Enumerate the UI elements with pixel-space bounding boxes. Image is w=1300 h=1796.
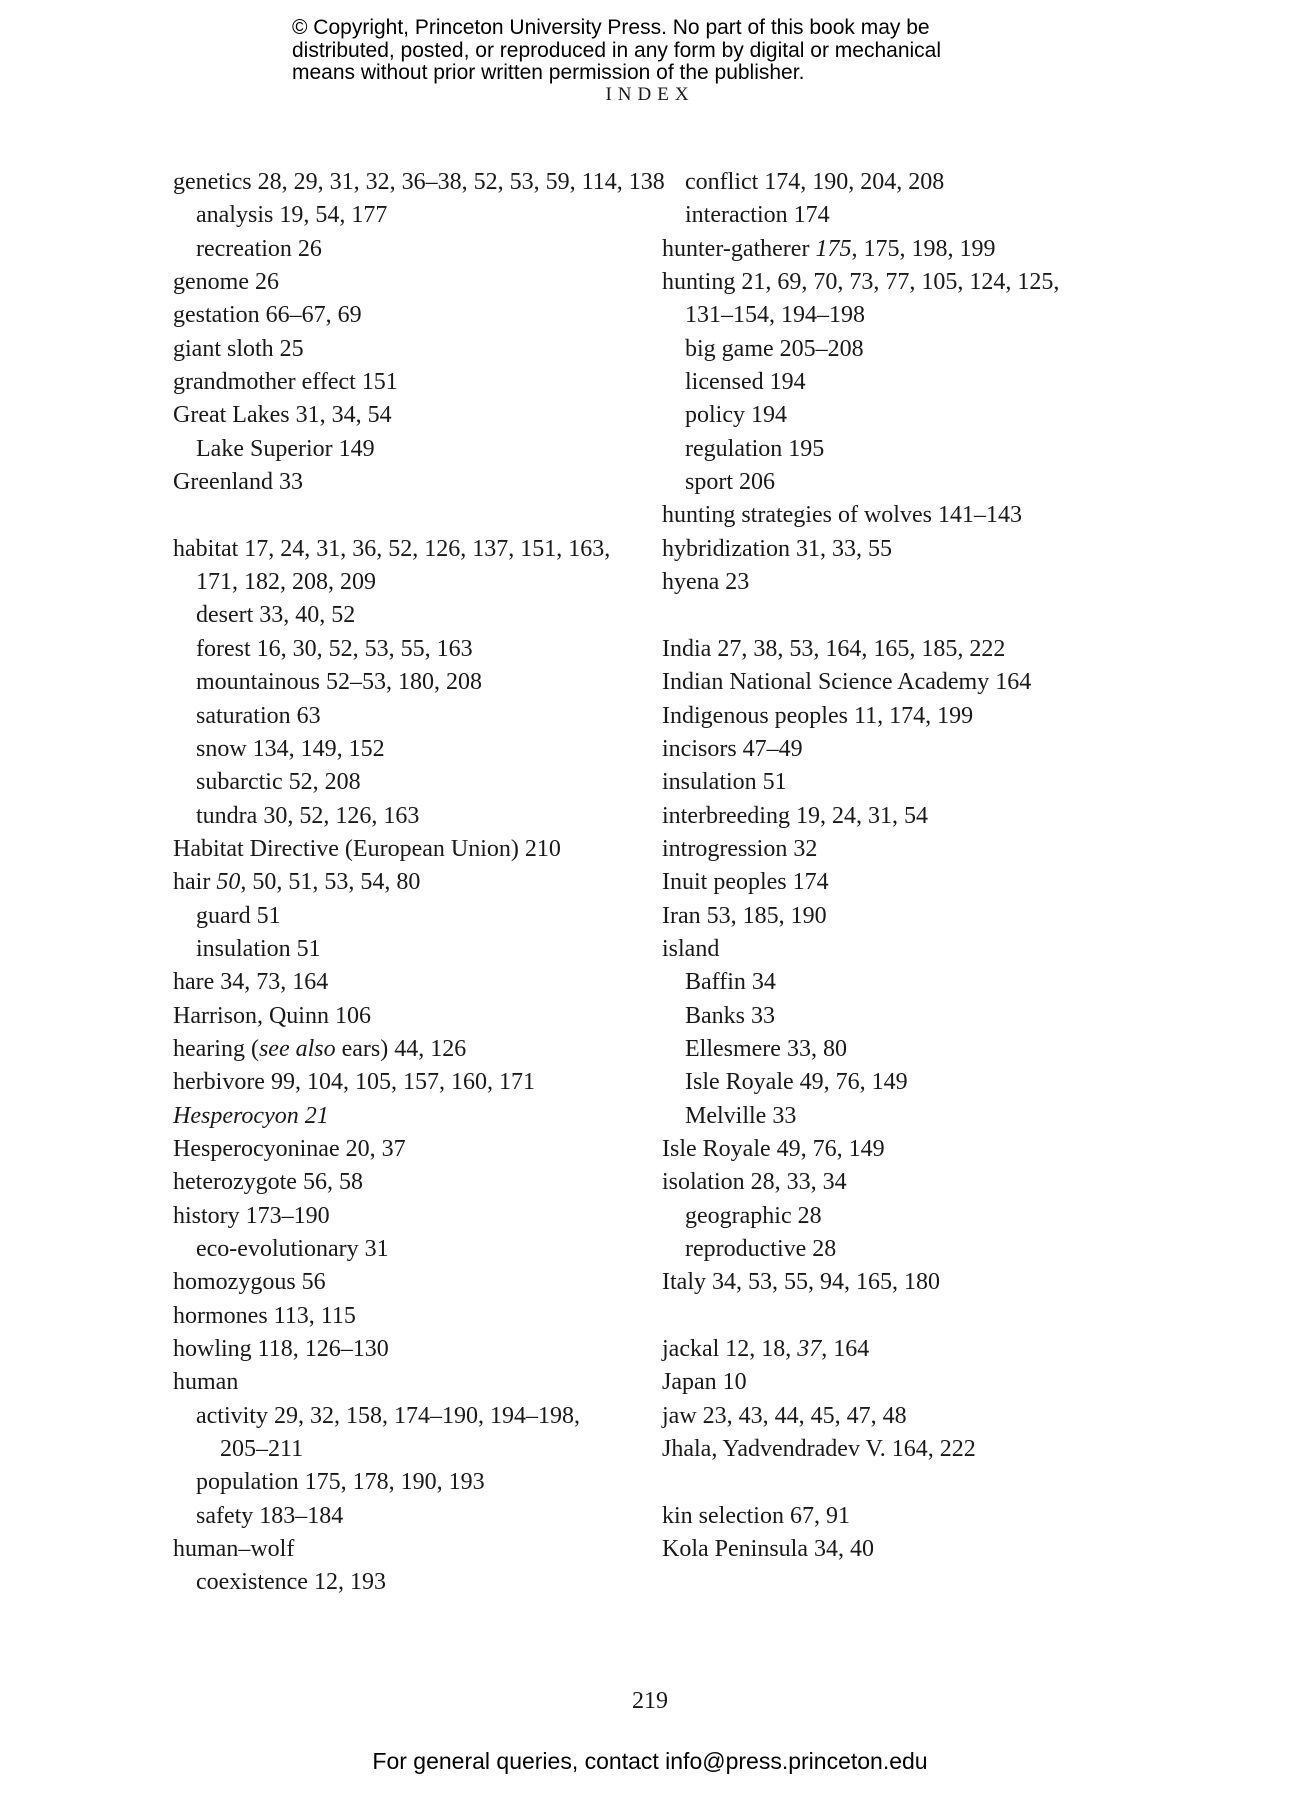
index-entry-text-segment: hair [173, 869, 217, 896]
index-entry-line [173, 1200, 665, 1233]
index-entry-line [173, 1466, 665, 1499]
index-entry-line [662, 700, 1059, 733]
index-entry-line [173, 833, 665, 866]
copyright-line-2: distributed, posted, or reproduced in any form by digital or mechanical [292, 38, 942, 62]
blank-line [662, 1300, 1059, 1333]
index-entry-line [173, 1433, 665, 1466]
index-entry-line [662, 666, 1059, 699]
index-entry-line [173, 900, 665, 933]
index-entry-text-segment: Inuit peoples 174 [662, 869, 829, 896]
index-entry-text-segment: Greenland 33 [173, 469, 303, 496]
index-entry-line [662, 800, 1059, 833]
index-entry-line [173, 1000, 665, 1033]
contact-line: For general queries, contact info@press.princeton.edu [372, 1748, 928, 1774]
index-entry-text-segment: safety 183–184 [196, 1502, 344, 1529]
index-entry-line [173, 1033, 665, 1066]
index-entry-text-segment: desert 33, 40, 52 [196, 602, 356, 629]
index-entry-text-segment: introgression 32 [662, 835, 818, 862]
index-entry-text-segment: insulation 51 [196, 935, 321, 962]
index-entry-line [662, 1100, 1059, 1133]
index-right-column [662, 166, 1059, 1566]
index-entry-line [173, 1500, 665, 1533]
index-entry-text-segment: Lake Superior 149 [196, 435, 375, 462]
index-entry-text-segment: genome 26 [173, 269, 279, 296]
index-entry-line [662, 1200, 1059, 1233]
index-entry-line [662, 866, 1059, 899]
index-entry-text-segment: history 173–190 [173, 1202, 330, 1229]
index-entry-text-segment: Baffin 34 [685, 969, 776, 996]
index-entry-line [662, 499, 1059, 532]
index-entry-text-segment: 205–211 [220, 1436, 304, 1463]
index-entry-text-segment: heterozygote 56, 58 [173, 1169, 363, 1196]
index-entry-italic-segment: Hesperocyon 21 [173, 1102, 329, 1129]
index-entry-line [173, 1166, 665, 1199]
index-entry-text-segment: homozygous 56 [173, 1269, 326, 1296]
index-entry-text-segment: Jhala, Yadvendradev V. 164, 222 [662, 1436, 976, 1463]
index-entry-text-segment: ears) 44, 126 [335, 1035, 467, 1062]
index-entry-text-segment: Ellesmere 33, 80 [685, 1035, 847, 1062]
index-entry-line [662, 166, 1059, 199]
index-entry-line [173, 233, 665, 266]
index-entry-line [173, 1300, 665, 1333]
blank-line [662, 599, 1059, 632]
index-entry-text-segment: , 50, 51, 53, 54, 80 [240, 869, 421, 896]
index-entry-text-segment: licensed 194 [685, 369, 806, 396]
index-entry-text-segment: mountainous 52–53, 180, 208 [196, 669, 482, 696]
index-entry-line [662, 633, 1059, 666]
index-entry-text-segment: Habitat Directive (European Union) 210 [173, 835, 561, 862]
index-entry-line [662, 1066, 1059, 1099]
index-entry-line [662, 1233, 1059, 1266]
index-entry-text-segment: herbivore 99, 104, 105, 157, 160, 171 [173, 1069, 535, 1096]
index-entry-line [662, 433, 1059, 466]
index-entry-text-segment: coexistence 12, 193 [196, 1569, 386, 1596]
index-entry-line [173, 800, 665, 833]
index-entry-text-segment: big game 205–208 [685, 335, 864, 362]
blank-line [173, 499, 665, 532]
index-entry-line [662, 233, 1059, 266]
index-entry-text-segment: human–wolf [173, 1536, 295, 1563]
index-entry-text-segment: incisors 47–49 [662, 735, 803, 762]
index-entry-italic-segment: 175 [815, 235, 852, 262]
index-entry-line [173, 399, 665, 432]
index-entry-text-segment: Isle Royale 49, 76, 149 [685, 1069, 908, 1096]
index-entry-line [662, 533, 1059, 566]
index-entry-text-segment: guard 51 [196, 902, 281, 929]
index-entry-line [173, 1400, 665, 1433]
index-entry-line [662, 1500, 1059, 1533]
index-entry-text-segment: snow 134, 149, 152 [196, 735, 385, 762]
index-entry-italic-segment: 50 [216, 869, 241, 896]
index-entry-text-segment: howling 118, 126–130 [173, 1336, 389, 1363]
index-entry-line [173, 433, 665, 466]
index-entry-text-segment: tundra 30, 52, 126, 163 [196, 802, 420, 829]
index-entry-line [662, 266, 1059, 299]
copyright-line-3: means without prior written permission of the publisher. [292, 61, 805, 84]
index-entry-text-segment: jaw 23, 43, 44, 45, 47, 48 [662, 1402, 907, 1429]
index-entry-line [173, 700, 665, 733]
copyright-line-1: © Copyright, Princeton University Press. No part of this book may be [292, 16, 930, 39]
index-entry-text-segment: genetics 28, 29, 31, 32, 36–38, 52, 53, 59, 114, 138 [173, 169, 665, 195]
index-entry-text-segment: Melville 33 [685, 1102, 797, 1129]
index-entry-line [173, 1566, 665, 1599]
index-entry-line [662, 1366, 1059, 1399]
index-entry-text-segment: eco-evolutionary 31 [196, 1236, 389, 1262]
index-entry-line [173, 933, 665, 966]
index-entry-text-segment: Indigenous peoples 11, 174, 199 [662, 702, 974, 729]
index-entry-text-segment: , 175, 198, 199 [851, 235, 996, 262]
index-title: INDEX [605, 84, 695, 105]
index-entry-line [173, 199, 665, 232]
index-entry-line [662, 1266, 1059, 1299]
index-entry-line [173, 566, 665, 599]
index-entry-line [662, 933, 1059, 966]
index-entry-line [173, 1366, 665, 1399]
index-entry-line [662, 399, 1059, 432]
index-entry-line [173, 533, 665, 566]
index-entry-text-segment: 171, 182, 208, 209 [196, 569, 376, 596]
index-entry-text-segment: human [173, 1369, 239, 1396]
index-entry-italic-segment: see also [258, 1035, 336, 1062]
index-entry-line [173, 1066, 665, 1099]
copyright-notice [292, 17, 941, 85]
index-entry-line [662, 900, 1059, 933]
index-entry-line [662, 1533, 1059, 1566]
index-entry-text-segment: forest 16, 30, 52, 53, 55, 163 [196, 635, 473, 662]
index-entry-text-segment: hunter-gatherer [662, 235, 816, 262]
index-entry-line [173, 1266, 665, 1299]
index-entry-line [662, 199, 1059, 232]
index-entry-line [662, 1333, 1059, 1366]
index-entry-text-segment: regulation 195 [685, 435, 825, 462]
index-entry-line [662, 1133, 1059, 1166]
index-entry-line [173, 166, 665, 199]
index-entry-text-segment: Japan 10 [662, 1369, 747, 1396]
index-entry-line [662, 466, 1059, 499]
index-entry-line [662, 1033, 1059, 1066]
index-entry-text-segment: interaction 174 [685, 202, 830, 229]
index-entry-text-segment: saturation 63 [196, 702, 321, 729]
index-entry-text-segment: India 27, 38, 53, 164, 165, 185, 222 [662, 635, 1006, 662]
index-entry-text-segment: hunting 21, 69, 70, 73, 77, 105, 124, 125, [662, 269, 1060, 296]
index-entry-line [662, 566, 1059, 599]
index-entry-line [662, 1400, 1059, 1433]
index-entry-line [173, 599, 665, 632]
index-entry-line [173, 266, 665, 299]
blank-line [662, 1466, 1059, 1499]
index-entry-text-segment: Indian National Science Academy 164 [662, 669, 1032, 696]
index-entry-text-segment: reproductive 28 [685, 1236, 837, 1262]
index-entry-text-segment: Great Lakes 31, 34, 54 [173, 402, 392, 429]
index-entry-line [662, 299, 1059, 332]
index-entry-text-segment: Iran 53, 185, 190 [662, 902, 827, 929]
index-entry-line [662, 366, 1059, 399]
index-entry-text-segment: insulation 51 [662, 769, 787, 796]
index-entry-text-segment: hearing ( [173, 1035, 259, 1062]
index-entry-text-segment: hormones 113, 115 [173, 1302, 356, 1329]
index-entry-text-segment: isolation 28, 33, 34 [662, 1169, 847, 1196]
index-entry-italic-segment: 37 [797, 1336, 822, 1363]
index-entry-text-segment: grandmother effect 151 [173, 369, 398, 396]
index-entry-text-segment: Isle Royale 49, 76, 149 [662, 1135, 885, 1162]
index-entry-text-segment: jackal 12, 18, [662, 1336, 798, 1363]
index-entry-line [662, 833, 1059, 866]
index-entry-text-segment: Banks 33 [685, 1002, 775, 1029]
index-entry-text-segment: hunting strategies of wolves 141–143 [662, 502, 1022, 529]
index-entry-text-segment: analysis 19, 54, 177 [196, 202, 388, 229]
index-entry-line [662, 1166, 1059, 1199]
index-entry-text-segment: conflict 174, 190, 204, 208 [685, 169, 945, 195]
index-entry-text-segment: , 164 [821, 1336, 870, 1363]
index-entry-line [173, 1533, 665, 1566]
index-entry-line [173, 666, 665, 699]
index-entry-line [173, 766, 665, 799]
index-entry-text-segment: policy 194 [685, 402, 787, 429]
index-entry-line [173, 966, 665, 999]
index-entry-text-segment: sport 206 [685, 469, 775, 496]
index-entry-line [173, 1133, 665, 1166]
index-left-column [173, 166, 665, 1600]
index-entry-line [173, 866, 665, 899]
index-entry-text-segment: interbreeding 19, 24, 31, 54 [662, 802, 928, 829]
index-entry-text-segment: hyena 23 [662, 569, 750, 596]
index-entry-line [173, 733, 665, 766]
index-entry-text-segment: Kola Peninsula 34, 40 [662, 1536, 874, 1563]
index-entry-line [173, 633, 665, 666]
index-entry-line [173, 333, 665, 366]
index-entry-text-segment: kin selection 67, 91 [662, 1502, 850, 1529]
index-entry-text-segment: population 175, 178, 190, 193 [196, 1469, 485, 1496]
index-entry-line [173, 366, 665, 399]
index-entry-text-segment: gestation 66–67, 69 [173, 302, 362, 329]
page-number: 219 [632, 1688, 668, 1714]
index-entry-text-segment: giant sloth 25 [173, 335, 304, 362]
index-entry-text-segment: Harrison, Quinn 106 [173, 1002, 371, 1029]
index-entry-line [662, 733, 1059, 766]
index-entry-text-segment: Italy 34, 53, 55, 94, 165, 180 [662, 1269, 940, 1296]
index-entry-line [173, 1233, 665, 1266]
index-entry-text-segment: geographic 28 [685, 1202, 822, 1229]
index-entry-line [662, 333, 1059, 366]
index-entry-text-segment: 131–154, 194–198 [685, 302, 865, 329]
index-entry-text-segment: recreation 26 [196, 235, 322, 262]
index-entry-text-segment: subarctic 52, 208 [196, 769, 361, 796]
index-entry-line [662, 766, 1059, 799]
index-entry-text-segment: island [662, 935, 720, 962]
index-entry-line [662, 966, 1059, 999]
index-entry-text-segment: activity 29, 32, 158, 174–190, 194–198, [196, 1402, 580, 1429]
index-entry-line [173, 466, 665, 499]
index-entry-line [662, 1433, 1059, 1466]
index-entry-text-segment: habitat 17, 24, 31, 36, 52, 126, 137, 151, 163, [173, 535, 611, 562]
index-entry-line [173, 1333, 665, 1366]
index-entry-line [662, 1000, 1059, 1033]
index-entry-line [173, 1100, 665, 1133]
index-entry-text-segment: hare 34, 73, 164 [173, 969, 329, 996]
index-entry-text-segment: Hesperocyoninae 20, 37 [173, 1135, 406, 1162]
index-entry-text-segment: hybridization 31, 33, 55 [662, 535, 892, 562]
index-entry-line [173, 299, 665, 332]
